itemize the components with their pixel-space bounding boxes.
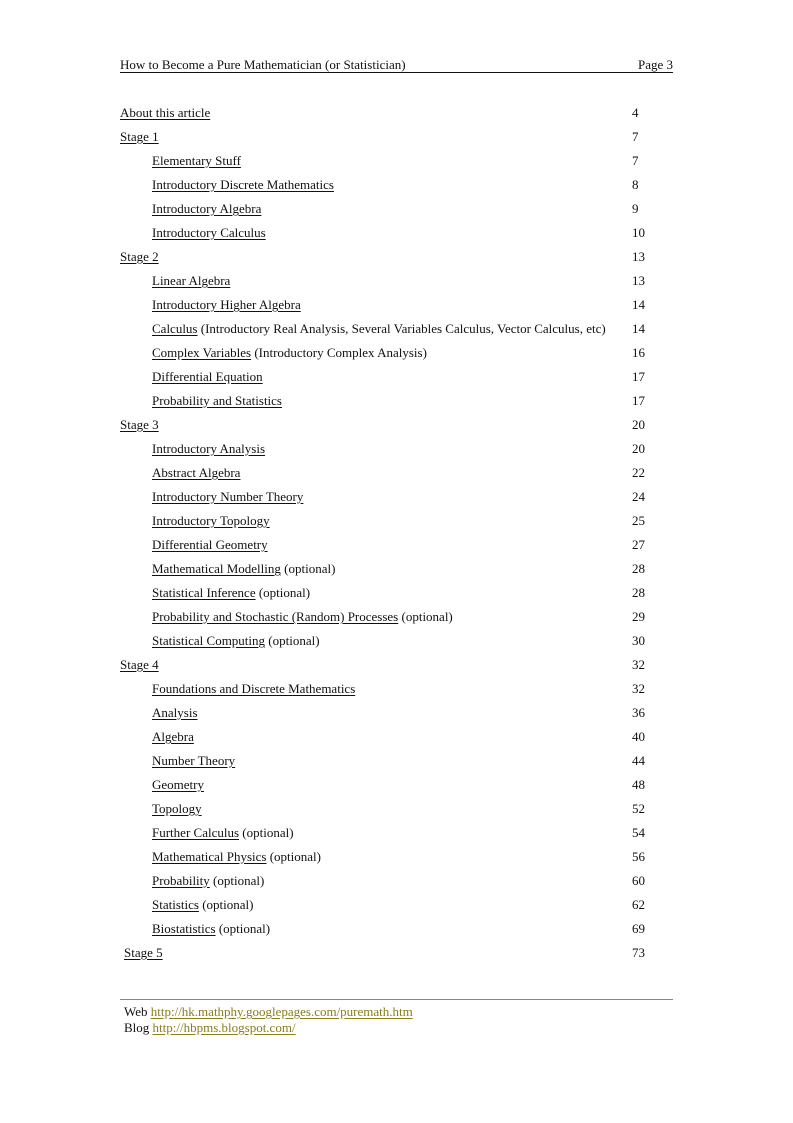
- toc-entry-label: [152, 680, 355, 697]
- toc-entry-note: (optional): [198, 897, 254, 912]
- toc-entry: [120, 296, 660, 320]
- toc-page-number: 24: [632, 489, 645, 504]
- toc-link[interactable]: Stage 3: [120, 417, 159, 432]
- toc-entry-note: (optional): [398, 609, 453, 624]
- toc-page-number: 7: [632, 129, 639, 144]
- toc-link[interactable]: Introductory Calculus: [152, 225, 266, 240]
- toc-page-number: 30: [632, 633, 645, 648]
- footer-blog-line: [124, 1020, 413, 1036]
- toc-page-number: 14: [632, 297, 645, 312]
- toc-link[interactable]: Topology: [152, 801, 202, 816]
- toc-entry-label: [152, 296, 301, 313]
- toc-page-number: 40: [632, 729, 645, 744]
- toc-entry-label: [120, 656, 159, 673]
- toc-link[interactable]: Geometry: [152, 777, 204, 792]
- toc-entry-note: (optional): [280, 561, 336, 576]
- toc-link[interactable]: Statistics: [152, 897, 199, 912]
- toc-entry: [120, 248, 660, 272]
- toc-entry: [120, 632, 660, 656]
- toc-page-number: 13: [632, 273, 645, 288]
- page-header: [120, 57, 673, 73]
- toc-entry-label: [152, 776, 204, 793]
- toc-link[interactable]: Further Calculus: [152, 825, 240, 840]
- footer-web-line: [124, 1004, 413, 1020]
- toc-entry-label: [152, 344, 427, 361]
- toc-entry-label: [120, 104, 210, 121]
- toc-entry-label: [120, 128, 159, 145]
- toc-link[interactable]: Complex Variables: [152, 345, 252, 360]
- toc-entry-label: [152, 560, 335, 577]
- toc-entry-label: [152, 800, 202, 817]
- toc-entry: [120, 800, 660, 824]
- table-of-contents: [120, 104, 660, 968]
- toc-page-number: 52: [632, 801, 645, 816]
- toc-entry: [120, 656, 660, 680]
- toc-link[interactable]: Linear Algebra: [152, 273, 231, 288]
- web-link[interactable]: http://hk.mathphy.googlepages.com/puremath.htm: [150, 1004, 413, 1019]
- toc-entry-label: [120, 416, 159, 433]
- web-label: Web: [124, 1004, 148, 1019]
- toc-entry-label: [152, 200, 261, 217]
- toc-link[interactable]: Elementary Stuff: [152, 153, 241, 168]
- toc-link[interactable]: Introductory Higher Algebra: [152, 297, 301, 312]
- toc-entry: [120, 920, 660, 944]
- document-title: How to Become a Pure Mathematician (or Statistician): [120, 57, 406, 72]
- toc-page-number: 32: [632, 681, 645, 696]
- toc-entry-note: (optional): [265, 633, 320, 648]
- toc-page-number: 60: [632, 873, 645, 888]
- toc-link[interactable]: Analysis: [152, 705, 198, 720]
- toc-entry: [120, 584, 660, 608]
- toc-entry: [120, 824, 660, 848]
- toc-page-number: 9: [632, 201, 639, 216]
- toc-page-number: 20: [632, 417, 645, 432]
- toc-link[interactable]: About this article: [120, 105, 211, 120]
- toc-page-number: 62: [632, 897, 645, 912]
- page-number: Page 3: [637, 57, 673, 72]
- toc-entry: [120, 344, 660, 368]
- page-footer: [124, 1004, 413, 1036]
- toc-page-number: 32: [632, 657, 645, 672]
- toc-link[interactable]: Differential Geometry: [152, 537, 268, 552]
- toc-entry: [120, 680, 660, 704]
- toc-entry: [120, 776, 660, 800]
- toc-entry-label: [152, 464, 240, 481]
- toc-page-number: 28: [632, 561, 645, 576]
- toc-entry-label: [152, 392, 282, 409]
- toc-link[interactable]: Differential Equation: [152, 369, 263, 384]
- toc-page-number: 73: [632, 945, 645, 960]
- toc-entry: [120, 872, 660, 896]
- toc-entry-label: [152, 896, 253, 913]
- toc-page-number: 14: [632, 321, 645, 336]
- toc-entry-label: [152, 512, 270, 529]
- toc-page-number: 4: [632, 105, 639, 120]
- toc-entry-label: [152, 488, 303, 505]
- toc-link[interactable]: Mathematical Modelling: [152, 561, 281, 576]
- toc-entry-label: [152, 368, 263, 385]
- toc-page-number: 22: [632, 465, 645, 480]
- toc-page-number: 48: [632, 777, 645, 792]
- toc-entry-label: [152, 536, 268, 553]
- toc-entry-label: [152, 320, 606, 337]
- toc-entry-note: (optional): [266, 849, 321, 864]
- toc-entry-label: [152, 704, 198, 721]
- toc-entry: [120, 368, 660, 392]
- toc-entry-label: [152, 224, 266, 241]
- toc-link[interactable]: Probability and Stochastic (Random) Processes: [152, 609, 399, 624]
- toc-entry: [120, 440, 660, 464]
- toc-link[interactable]: Introductory Algebra: [152, 201, 262, 216]
- toc-entry: [120, 104, 660, 128]
- toc-link[interactable]: Introductory Topology: [152, 513, 270, 528]
- toc-entry-note: (optional): [215, 921, 271, 936]
- toc-entry: [120, 704, 660, 728]
- toc-entry: [120, 416, 660, 440]
- toc-entry: [120, 320, 660, 344]
- toc-entry-label: [152, 176, 334, 193]
- toc-entry: [120, 200, 660, 224]
- toc-entry-label: [152, 752, 235, 769]
- toc-entry-label: [152, 632, 320, 649]
- toc-link[interactable]: Probability: [152, 873, 210, 888]
- toc-page-number: 16: [632, 345, 645, 360]
- toc-entry-label: [152, 152, 241, 169]
- toc-page-number: 25: [632, 513, 645, 528]
- toc-entry: [120, 176, 660, 200]
- toc-entry: [120, 560, 660, 584]
- toc-page-number: 10: [632, 225, 645, 240]
- toc-entry: [120, 512, 660, 536]
- toc-page-number: 20: [632, 441, 645, 456]
- toc-page-number: 54: [632, 825, 645, 840]
- toc-link[interactable]: Abstract Algebra: [152, 465, 241, 480]
- toc-entry-label: [152, 920, 270, 937]
- toc-entry-label: [152, 272, 230, 289]
- toc-page-number: 56: [632, 849, 645, 864]
- toc-entry-label: [152, 824, 294, 841]
- toc-link[interactable]: Statistical Computing: [152, 633, 266, 648]
- toc-page-number: 44: [632, 753, 645, 768]
- toc-entry: [120, 536, 660, 560]
- toc-link[interactable]: Stage 1: [120, 129, 159, 144]
- toc-link[interactable]: Algebra: [152, 729, 194, 744]
- toc-entry-note: (optional): [255, 585, 311, 600]
- toc-link[interactable]: Stage 5: [124, 945, 163, 960]
- toc-page-number: 17: [632, 369, 645, 384]
- toc-entry-label: [152, 584, 310, 601]
- toc-entry-label: [152, 728, 194, 745]
- footer-divider: [120, 999, 673, 1000]
- toc-entry-note: (Introductory Real Analysis, Several Variables Calculus, Vector Calculus, etc): [197, 321, 606, 336]
- toc-link[interactable]: Stage 4: [120, 657, 159, 672]
- toc-entry: [120, 272, 660, 296]
- toc-entry-label: [152, 872, 264, 889]
- toc-link[interactable]: Foundations and Discrete Mathematics: [152, 681, 356, 696]
- toc-link[interactable]: Introductory Analysis: [152, 441, 266, 456]
- toc-page-number: 69: [632, 921, 645, 936]
- toc-entry: [120, 896, 660, 920]
- toc-entry: [120, 728, 660, 752]
- toc-entry-note: (optional): [239, 825, 294, 840]
- toc-entry: [120, 152, 660, 176]
- toc-entry: [120, 488, 660, 512]
- toc-entry-label: [120, 248, 159, 265]
- toc-entry: [120, 128, 660, 152]
- toc-entry: [120, 464, 660, 488]
- toc-entry-note: (Introductory Complex Analysis): [251, 345, 427, 360]
- toc-entry-label: [152, 848, 321, 865]
- toc-link[interactable]: Biostatistics: [152, 921, 216, 936]
- toc-page-number: 17: [632, 393, 645, 408]
- toc-entry-label: [124, 944, 163, 961]
- toc-entry-label: [152, 608, 453, 625]
- toc-page-number: 7: [632, 153, 639, 168]
- toc-page-number: 28: [632, 585, 645, 600]
- toc-link[interactable]: Mathematical Physics: [152, 849, 267, 864]
- blog-link[interactable]: http://hbpms.blogspot.com/: [152, 1020, 296, 1035]
- toc-link[interactable]: Statistical Inference: [152, 585, 256, 600]
- toc-page-number: 8: [632, 177, 639, 192]
- toc-page-number: 13: [632, 249, 645, 264]
- toc-entry: [120, 224, 660, 248]
- toc-entry-note: (optional): [209, 873, 265, 888]
- toc-page-number: 27: [632, 537, 645, 552]
- toc-entry: [120, 608, 660, 632]
- toc-entry: [120, 752, 660, 776]
- toc-link[interactable]: Introductory Number Theory: [152, 489, 304, 504]
- toc-entry: [120, 848, 660, 872]
- toc-link[interactable]: Probability and Statistics: [152, 393, 282, 408]
- toc-entry-label: [152, 440, 265, 457]
- toc-page-number: 36: [632, 705, 645, 720]
- toc-link[interactable]: Calculus: [152, 321, 198, 336]
- toc-link[interactable]: Stage 2: [120, 249, 159, 264]
- toc-entry: [120, 944, 660, 968]
- toc-link[interactable]: Number Theory: [152, 753, 236, 768]
- toc-entry: [120, 392, 660, 416]
- toc-link[interactable]: Introductory Discrete Mathematics: [152, 177, 334, 192]
- toc-page-number: 29: [632, 609, 645, 624]
- blog-label: Blog: [124, 1020, 150, 1035]
